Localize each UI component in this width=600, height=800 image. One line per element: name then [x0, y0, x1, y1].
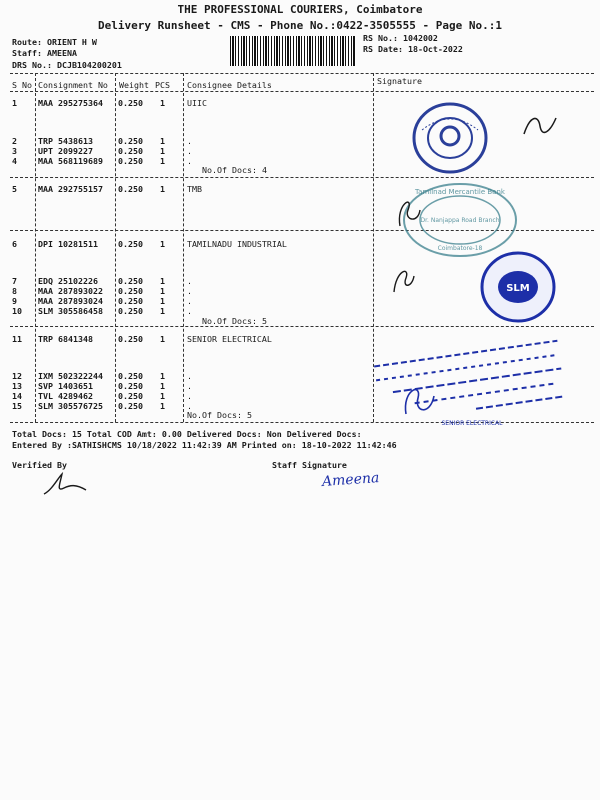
row-pcs: 1 [160, 296, 165, 306]
row-consignment: IXM 502322244 [38, 371, 103, 381]
entered-by: Entered By :SATHISHCMS 10/18/2022 11:42:39 AM Printed on: 18-10-2022 11:42:46 [12, 440, 397, 450]
row-pcs: 1 [160, 286, 165, 296]
row-sno: 3 [12, 146, 17, 156]
tmb-stamp-text: Tamilnad Mercantile Bank [415, 188, 505, 196]
runsheet-subtitle: Delivery Runsheet - CMS - Phone No.:0422-3505555 - Page No.:1 [98, 19, 502, 32]
col-header-consignee: Consignee Details [187, 80, 272, 90]
row-pcs: 1 [160, 136, 165, 146]
row-sno: 13 [12, 381, 22, 391]
docs-count: No.Of Docs: 5 [187, 410, 252, 420]
row-pcs: 1 [160, 401, 165, 411]
handwritten-signature [520, 112, 560, 142]
row-consignment: MAA 568119689 [38, 156, 103, 166]
row-weight: 0.250 [118, 146, 143, 156]
row-consignment: MAA 287893022 [38, 286, 103, 296]
row-consignee: . [187, 296, 192, 306]
row-consignment: MAA 287893024 [38, 296, 103, 306]
row-weight: 0.250 [118, 276, 143, 286]
verified-by-label: Verified By [12, 460, 67, 470]
row-pcs: 1 [160, 239, 165, 249]
row-consignment: UPT 2099227 [38, 146, 93, 156]
table-top-rule [10, 73, 594, 74]
row-consignment: SVP 1403651 [38, 381, 93, 391]
row-pcs: 1 [160, 306, 165, 316]
row-pcs: 1 [160, 276, 165, 286]
row-weight: 0.250 [118, 334, 143, 344]
tmb-stamp-text: Coimbatore-18 [437, 245, 483, 252]
row-pcs: 1 [160, 98, 165, 108]
row-consignee: TAMILNADU INDUSTRIAL [187, 239, 287, 249]
col-divider [183, 73, 184, 422]
handwritten-signature [400, 380, 440, 420]
staff-signature-label: Staff Signature [272, 460, 347, 470]
drs-number: DRS No.: DCJB104200201 [12, 60, 122, 70]
row-consignee: . [187, 391, 192, 401]
row-weight: 0.250 [118, 381, 143, 391]
row-weight: 0.250 [118, 401, 143, 411]
row-weight: 0.250 [118, 371, 143, 381]
group-rule [10, 326, 594, 327]
row-consignee: . [187, 136, 192, 146]
verified-by-signature [40, 470, 90, 500]
row-consignee: . [187, 276, 192, 286]
row-sno: 14 [12, 391, 22, 401]
route-label: Route: ORIENT H W [12, 37, 97, 47]
row-pcs: 1 [160, 184, 165, 194]
row-sno: 5 [12, 184, 17, 194]
slm-stamp [478, 250, 558, 324]
row-sno: 9 [12, 296, 17, 306]
row-consignee: . [187, 286, 192, 296]
row-consignment: TRP 5438613 [38, 136, 93, 146]
tmb-stamp-text: Dr. Nanjappa Road Branch [420, 217, 500, 224]
slm-stamp-text: SLM [506, 283, 530, 294]
row-weight: 0.250 [118, 296, 143, 306]
rs-date: RS Date: 18-Oct-2022 [363, 44, 463, 54]
row-weight: 0.250 [118, 239, 143, 249]
row-consignee: . [187, 401, 192, 411]
row-pcs: 1 [160, 381, 165, 391]
staff-label: Staff: AMEENA [12, 48, 77, 58]
row-sno: 15 [12, 401, 22, 411]
row-consignment: MAA 295275364 [38, 98, 103, 108]
row-sno: 6 [12, 239, 17, 249]
col-header-signature: Signature [377, 76, 422, 86]
row-weight: 0.250 [118, 136, 143, 146]
col-divider [115, 73, 116, 422]
row-consignee: . [187, 371, 192, 381]
row-consignee: . [187, 156, 192, 166]
rs-number: RS No.: 1042002 [363, 33, 438, 43]
col-divider [35, 73, 36, 422]
col-header-consignment: Consignment No [38, 80, 108, 90]
row-consignment: MAA 292755157 [38, 184, 103, 194]
staff-handwritten-signature: Ameena [321, 470, 380, 490]
table-header-rule [10, 91, 594, 92]
row-sno: 2 [12, 136, 17, 146]
row-consignment: SLM 305586458 [38, 306, 103, 316]
row-pcs: 1 [160, 146, 165, 156]
uiic-stamp [410, 100, 490, 176]
row-consignee: . [187, 306, 192, 316]
row-consignment: SLM 305576725 [38, 401, 103, 411]
row-consignee: . [187, 146, 192, 156]
row-consignee: UIIC [187, 98, 207, 108]
row-consignment: DPI 10281511 [38, 239, 98, 249]
row-sno: 4 [12, 156, 17, 166]
group-rule [10, 177, 594, 178]
row-consignee: TMB [187, 184, 202, 194]
row-weight: 0.250 [118, 286, 143, 296]
row-consignee: SENIOR ELECTRICAL [187, 334, 272, 344]
col-header-sno: S No [12, 80, 32, 90]
docs-count: No.Of Docs: 4 [202, 165, 267, 175]
row-consignment: TVL 4289462 [38, 391, 93, 401]
row-pcs: 1 [160, 371, 165, 381]
row-weight: 0.250 [118, 156, 143, 166]
col-header-pcs: PCS [155, 80, 170, 90]
row-sno: 10 [12, 306, 22, 316]
row-sno: 1 [12, 98, 17, 108]
row-consignee: . [187, 381, 192, 391]
docs-count: No.Of Docs: 5 [202, 316, 267, 326]
row-consignment: TRP 6841348 [38, 334, 93, 344]
row-weight: 0.250 [118, 184, 143, 194]
row-pcs: 1 [160, 156, 165, 166]
row-weight: 0.250 [118, 391, 143, 401]
row-consignment: EDQ 25102226 [38, 276, 98, 286]
row-weight: 0.250 [118, 98, 143, 108]
row-sno: 11 [12, 334, 22, 344]
barcode [230, 36, 356, 66]
totals-line: Total Docs: 15 Total COD Amt: 0.00 Delivered Docs: Non Delivered Docs: [12, 429, 362, 439]
col-header-weight: Weight [119, 80, 149, 90]
row-sno: 8 [12, 286, 17, 296]
row-weight: 0.250 [118, 306, 143, 316]
row-pcs: 1 [160, 391, 165, 401]
company-title: THE PROFESSIONAL COURIERS, Coimbatore [177, 3, 423, 16]
row-pcs: 1 [160, 334, 165, 344]
row-sno: 12 [12, 371, 22, 381]
handwritten-signature [394, 190, 424, 230]
handwritten-signature [390, 262, 416, 296]
row-sno: 7 [12, 276, 17, 286]
senior-stamp-text: SENIOR ELECTRICAL [441, 420, 503, 427]
